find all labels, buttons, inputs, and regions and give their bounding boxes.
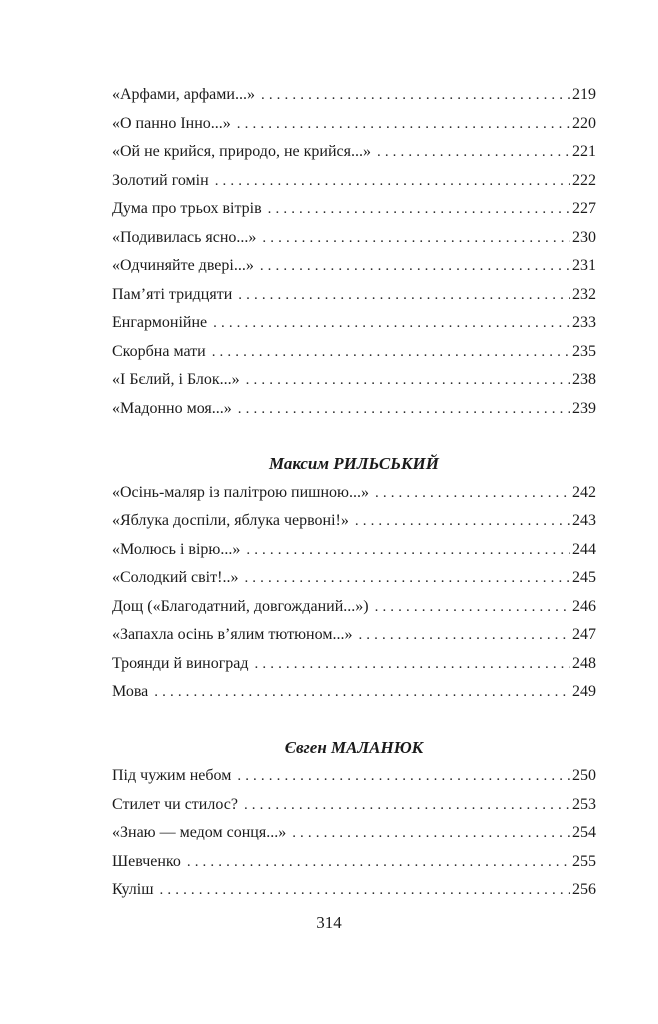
dot-leader (377, 138, 570, 167)
toc-entry (112, 224, 596, 253)
toc-entry-title: «Одчиняйте двері...» (112, 257, 254, 274)
dot-leader (262, 224, 570, 253)
toc-entry (112, 507, 596, 536)
dot-leader (246, 536, 570, 565)
section-spacer (112, 423, 596, 450)
dot-leader (213, 309, 570, 338)
dot-leader (237, 762, 570, 791)
toc-entry (112, 81, 596, 110)
toc-entry-title: Шевченко (112, 852, 181, 870)
toc-entry-page: 222 (572, 171, 596, 189)
toc-entry-title: «Подивилась ясно...» (112, 228, 257, 246)
section-heading: Максим РИЛЬСЬКИЙ (268, 454, 440, 473)
toc-entry (112, 876, 596, 905)
toc-entry (112, 309, 596, 338)
toc-entry-page: 255 (572, 852, 596, 870)
toc-entry-title: Мова (112, 683, 149, 700)
toc-entry-page: 243 (572, 512, 596, 529)
toc-entry (112, 678, 596, 707)
toc-entry (112, 195, 596, 224)
toc-entry-title: Троянди й виноград (112, 654, 249, 672)
section-heading: Євген МАЛАНЮК (284, 737, 424, 757)
toc-entry-title: «Мадонно моя...» (112, 399, 232, 417)
table-of-contents (112, 81, 596, 905)
toc-entry (112, 281, 596, 310)
toc-entry-title: Дума про трьох вітрів (112, 200, 262, 217)
dot-leader (244, 791, 570, 820)
toc-entry-page: 232 (572, 285, 596, 303)
toc-entry-title: «Ой не крийся, природо, не крийся...» (112, 143, 371, 160)
toc-entry (112, 791, 596, 820)
dot-leader (292, 819, 570, 848)
dot-leader (238, 395, 570, 424)
dot-leader (154, 678, 570, 707)
toc-entry-title: Стилет чи стилос? (112, 795, 238, 813)
toc-entry-page: 248 (572, 654, 596, 672)
toc-entry-title: «Арфами, арфами...» (112, 86, 255, 103)
toc-entry (112, 395, 596, 424)
toc-entry-title: Енгармонійне (112, 314, 208, 331)
toc-entry-page: 254 (572, 824, 596, 841)
toc-entry-page: 244 (572, 540, 596, 558)
dot-leader (215, 167, 570, 196)
toc-entry-title: «Яблука доспіли, яблука червоні!» (112, 512, 349, 529)
toc-entry-page: 249 (572, 683, 596, 700)
toc-entry-title: Дощ («Благодатний, довгожданий...») (112, 597, 369, 615)
toc-entry-page: 239 (572, 399, 596, 417)
toc-entry (112, 479, 596, 508)
toc-entry (112, 621, 596, 650)
toc-entry (112, 650, 596, 679)
dot-leader (260, 252, 570, 281)
toc-entry-page: 219 (572, 86, 596, 103)
dot-leader (255, 650, 570, 679)
toc-entry (112, 848, 596, 877)
toc-entry-page: 221 (572, 143, 596, 160)
toc-entry-page: 246 (572, 597, 596, 615)
section-spacer (112, 707, 596, 734)
toc-entry-page: 250 (572, 767, 596, 784)
page-number: 314 (316, 913, 342, 932)
toc-entry-title: Куліш (112, 881, 154, 898)
toc-entry (112, 819, 596, 848)
toc-entry (112, 138, 596, 167)
toc-entry-page: 245 (572, 569, 596, 586)
toc-entry (112, 536, 596, 565)
toc-entry-page: 220 (572, 114, 596, 132)
dot-leader (375, 479, 570, 508)
toc-entry-title: «І Бєлий, і Блок...» (112, 371, 240, 388)
toc-entry-page: 233 (572, 314, 596, 331)
dot-leader (238, 281, 570, 310)
toc-entry (112, 762, 596, 791)
dot-leader (358, 621, 570, 650)
toc-entry-page: 235 (572, 342, 596, 360)
dot-leader (212, 338, 570, 367)
toc-entry (112, 338, 596, 367)
toc-entry-title: Пам’яті тридцяти (112, 285, 233, 303)
toc-entry-title: «Осінь-маляр із палітрою пишною...» (112, 483, 369, 501)
dot-leader (355, 507, 570, 536)
dot-leader (268, 195, 570, 224)
dot-leader (244, 564, 570, 593)
toc-entry-page: 230 (572, 228, 596, 246)
toc-entry-title: «Солодкий світ!..» (112, 569, 239, 586)
toc-entry-page: 253 (572, 795, 596, 813)
toc-entry-page: 256 (572, 881, 596, 898)
toc-entry-page: 238 (572, 371, 596, 388)
dot-leader (246, 366, 570, 395)
toc-entry-title: Скорбна мати (112, 342, 206, 360)
toc-entry (112, 564, 596, 593)
dot-leader (237, 110, 570, 139)
dot-leader (375, 593, 570, 622)
toc-entry-page: 247 (572, 626, 596, 643)
toc-entry-page: 231 (572, 257, 596, 274)
toc-entry (112, 110, 596, 139)
dot-leader (160, 876, 570, 905)
toc-entry (112, 593, 596, 622)
toc-entry-title: Під чужим небом (112, 767, 232, 784)
toc-entry-title: «Молюсь і вірю...» (112, 540, 241, 558)
toc-entry (112, 366, 596, 395)
dot-leader (261, 81, 570, 110)
toc-entry-title: «О панно Інно...» (112, 114, 231, 132)
toc-entry-title: «Знаю — медом сонця...» (112, 824, 287, 841)
dot-leader (187, 848, 570, 877)
toc-entry (112, 252, 596, 281)
toc-entry-title: «Запахла осінь в’ялим тютюном...» (112, 626, 353, 643)
toc-entry-page: 242 (572, 483, 596, 501)
toc-entry-page: 227 (572, 200, 596, 217)
toc-entry (112, 167, 596, 196)
toc-entry-title: Золотий гомін (112, 171, 209, 189)
